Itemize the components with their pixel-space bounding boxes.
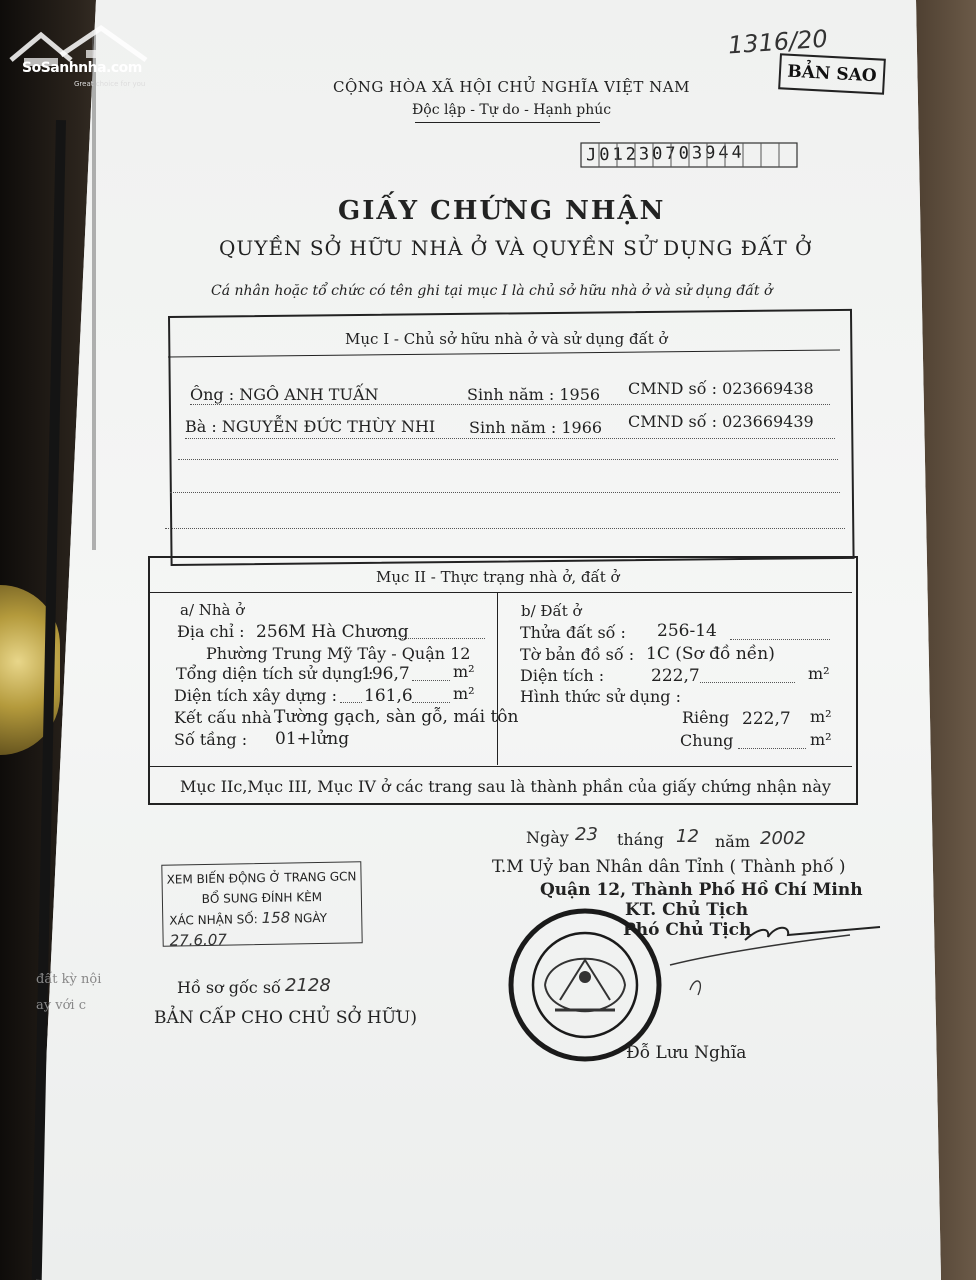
land-area-label: Diện tích : [520, 666, 605, 685]
section-2-divider [497, 593, 498, 765]
owner-1-birth: Sinh năm : 1956 [467, 385, 601, 404]
build-area-value: 161,6 [364, 686, 413, 706]
total-area-unit: m² [453, 662, 475, 681]
shared-dots [738, 748, 806, 749]
margin-text-1: đất kỳ nội [36, 972, 102, 987]
owner-1-id: CMND số : 023669438 [628, 379, 814, 398]
note-line-2: BỔ SUNG ĐÍNH KÈM [201, 889, 323, 907]
date-month-label: tháng [617, 830, 664, 849]
signature-stroke-icon [650, 905, 900, 1025]
map-value: 1C (Sơ đồ nền) [646, 644, 775, 664]
owner-2-id: CMND số : 023669439 [628, 412, 814, 431]
section-2-footer: Mục IIc,Mục III, Mục IV ở các trang sau là thành phần của giấy chứng nhận này [180, 777, 831, 796]
structure-label: Kết cấu nhà : [174, 708, 283, 727]
address-label: Địa chỉ : [177, 622, 245, 641]
origin-file-label: Hồ sơ gốc số [177, 978, 281, 997]
build-area-dots [412, 702, 450, 703]
signer-name: Đỗ Lưu Nghĩa [626, 1043, 747, 1063]
address-value: 256M Hà Chương [256, 622, 409, 642]
land-area-value: 222,7 [651, 666, 700, 686]
note-date: 27.6.07 [169, 930, 228, 950]
parcel-value: 256-14 [657, 621, 717, 641]
usage-label: Hình thức sử dụng : [520, 687, 682, 706]
section-2-heading: Mục II - Thực trạng nhà ở, đất ở [376, 568, 620, 586]
signer-role-1: KT. Chủ Tịch [625, 900, 749, 920]
shared-unit: m² [810, 730, 832, 749]
watermark-tagline: Great choice for you [74, 80, 146, 88]
address-dots [395, 638, 485, 639]
shared-label: Chung [680, 731, 734, 750]
land-area-dots [700, 682, 795, 683]
map-label: Tờ bản đồ số : [520, 645, 635, 664]
certificate-intro: Cá nhân hoặc tổ chức có tên ghi tại mục I là chủ sở hữu nhà ở và sử dụng đất ở [211, 283, 773, 299]
owner-1-name: Ông : NGÔ ANH TUẤN [190, 385, 379, 404]
parcel-dots [730, 639, 830, 640]
land-label: b/ Đất ở [521, 602, 582, 620]
signer-role-2: Phó Chủ Tịch [623, 920, 752, 940]
copy-stamp: BẢN SAO [778, 53, 886, 94]
owner-2-birth: Sinh năm : 1966 [469, 418, 603, 437]
certificate-serial: J01230703944 [585, 142, 745, 166]
floors-label: Số tầng : [174, 730, 248, 749]
date-year-label: năm [715, 832, 751, 851]
blank-line-1 [178, 459, 838, 460]
margin-text-2: ay với c [36, 998, 86, 1013]
date-year: 2002 [760, 828, 806, 849]
org-line-1: T.M Uỷ ban Nhân dân Tỉnh ( Thành phố ) [492, 857, 846, 877]
watermark-brand: SoSanhnha.com [22, 60, 142, 76]
certificate-title: GIẤY CHỨNG NHẬN [338, 196, 666, 226]
date-month: 12 [676, 826, 699, 847]
motto-underline [415, 122, 600, 123]
structure-value: Tường gạch, sàn gỗ, mái tôn [274, 707, 519, 727]
note-line-1: XEM BIẾN ĐỘNG Ở TRANG GCN [166, 869, 357, 887]
serial-boxes [580, 142, 798, 170]
section-2-footer-line [150, 766, 852, 767]
note-number-label: XÁC NHẬN SỐ: [169, 912, 258, 928]
change-note-stamp [161, 861, 362, 950]
house-label: a/ Nhà ở [180, 601, 245, 619]
owner-1-dots [190, 404, 830, 405]
land-area-unit: m² [808, 664, 830, 683]
private-label: Riêng [682, 708, 730, 727]
motto: Độc lập - Tự do - Hạnh phúc [412, 102, 612, 118]
parcel-label: Thửa đất số : [520, 623, 626, 642]
note-number: 158 [261, 908, 291, 928]
issued-to: BẢN CẤP CHO CHỦ SỞ HỮU) [154, 1008, 418, 1028]
build-area-unit: m² [453, 684, 475, 703]
date-day-label: Ngày [526, 828, 569, 847]
blank-line-3 [165, 528, 845, 529]
nation-title: CỘNG HÒA XÃ HỘI CHỦ NGHĨA VIỆT NAM [333, 78, 690, 96]
owner-2-name: Bà : NGUYỄN ĐỨC THÙY NHI [185, 417, 436, 436]
binding-shadow [92, 30, 96, 550]
certificate-subtitle: QUYỀN SỞ HỮU NHÀ Ở VÀ QUYỀN SỬ DỤNG ĐẤT Ở [219, 236, 813, 260]
total-area-label: Tổng diện tích sử dụng : [176, 664, 374, 683]
total-area-dots [412, 680, 450, 681]
private-unit: m² [810, 707, 832, 726]
blank-line-2 [170, 492, 840, 493]
floors-value: 01+lửng [275, 729, 350, 749]
build-area-label: Diện tích xây dựng : [174, 686, 337, 705]
note-date-label: NGÀY [293, 910, 328, 926]
handwritten-number: 1316/20 [727, 24, 829, 60]
section-2-heading-line [150, 592, 852, 593]
owner-2-dots [185, 438, 835, 439]
section-1-heading: Mục I - Chủ sở hữu nhà ở và sử dụng đất ở [345, 330, 668, 348]
date-day: 23 [575, 824, 598, 845]
origin-file-value: 2128 [285, 975, 331, 996]
org-line-2: Quận 12, Thành Phố Hồ Chí Minh [540, 880, 863, 900]
official-seal-icon [505, 905, 665, 1065]
ward-value: Phường Trung Mỹ Tây - Quận 12 [206, 644, 471, 663]
private-value: 222,7 [742, 709, 791, 729]
build-area-dots-pre [340, 702, 362, 703]
note-line-3 [163, 906, 362, 951]
total-area-value: 196,7 [361, 664, 410, 684]
